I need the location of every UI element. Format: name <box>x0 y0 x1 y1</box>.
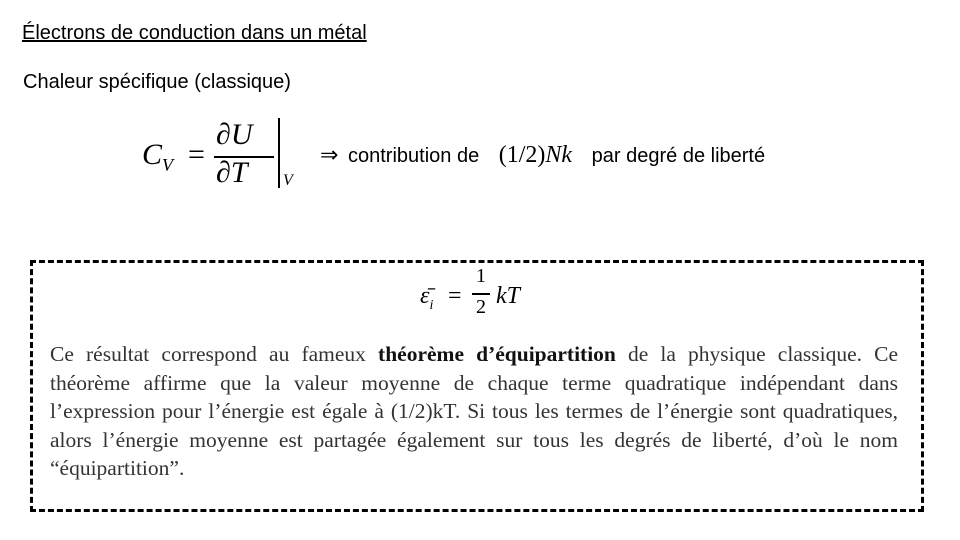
consequence-suffix: par degré de liberté <box>591 145 766 167</box>
fraction-numerator: 1 <box>476 265 486 287</box>
fraction-bar <box>472 293 490 295</box>
mean-energy-symbol: $\varepsilon̄_i$ <box>420 283 434 313</box>
equals-sign: = <box>448 283 462 309</box>
heat-capacity-formula <box>130 112 293 200</box>
evaluation-bar <box>278 118 280 188</box>
cv-symbol: $C_V$ <box>142 138 174 175</box>
fraction-denominator: 2 <box>476 296 486 318</box>
consequence-line <box>320 142 765 169</box>
half-nk-expression: (1/2)Nk <box>498 142 573 168</box>
mean-energy-equation <box>420 265 540 328</box>
consequence-prefix: contribution de <box>348 145 480 167</box>
partial-t: ∂T <box>216 156 248 189</box>
slide-title: Électrons de conduction dans un métal <box>22 22 367 44</box>
slide-subtitle: Chaleur spécifique (classique) <box>23 71 291 93</box>
partial-u: ∂U <box>216 118 253 151</box>
kt-term: kT <box>496 283 520 309</box>
evaluation-subscript: V <box>283 172 293 189</box>
equipartition-paragraph: Ce résultat correspond au fameux théorème d’équipartition de la physique classique. Ce théorème affirme que la valeur moyenne de chaque terme quadratique indépendant dans l’expression pour l’énergie est égale à (1/2)kT. Si tous les termes de l’énergie sont quadratiques, alors l’énergie moyenne est partagée également sur tous les degrés de liberté, d’où le nom “équipartition”. <box>50 342 898 480</box>
equals-sign: = <box>188 138 205 171</box>
implies-arrow-icon: ⇒ <box>320 142 339 167</box>
theorem-name: théorème d’équipartition <box>378 342 616 366</box>
